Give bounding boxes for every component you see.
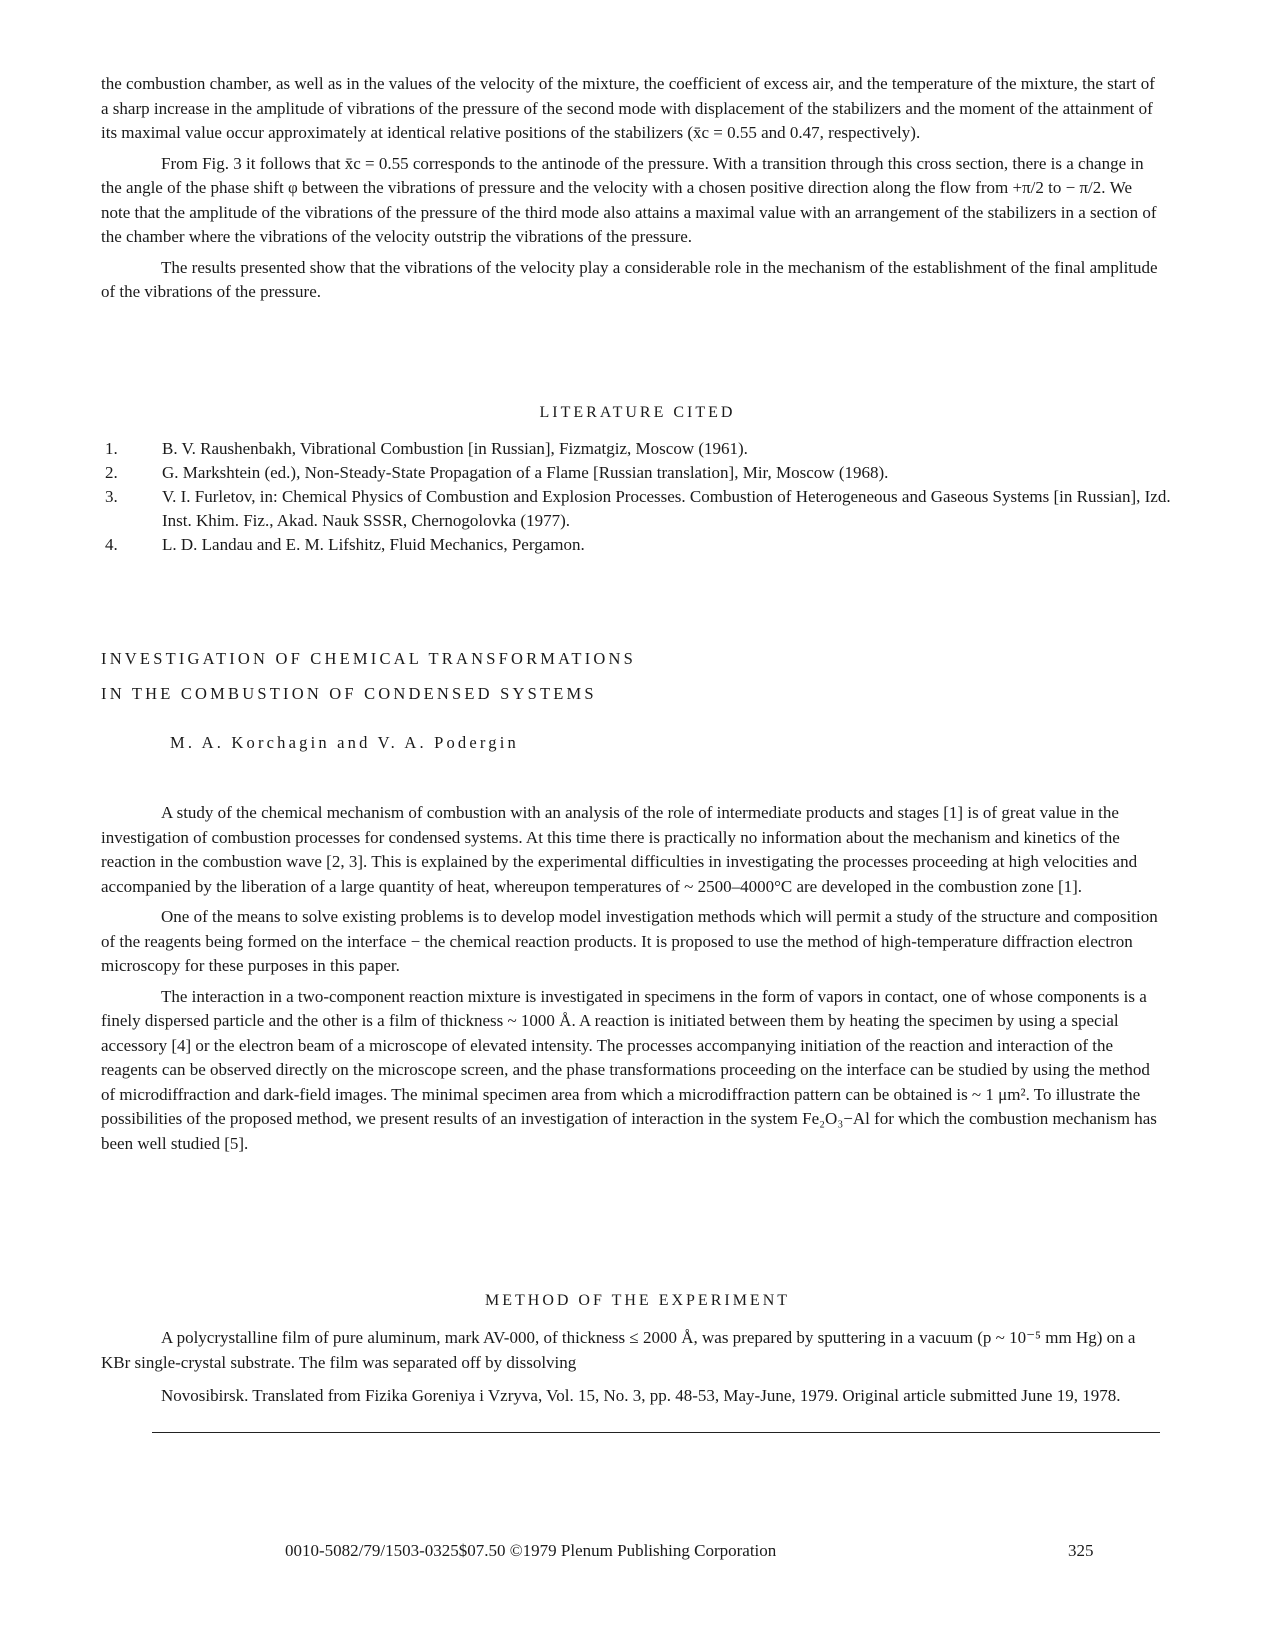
reference-text: G. Markshtein (ed.), Non-Steady-State Propagation of a Flame [Russian translation], Mir, Moscow (1968). [162, 463, 889, 482]
paragraph-conclusion: The results presented show that the vibrations of the velocity play a considerable role in the mechanism of the establishment of the final amplitude of the vibrations of the pressure. [101, 257, 1158, 301]
page-number: 325 [1068, 1541, 1094, 1560]
paragraph-method: A polycrystalline film of pure aluminum, mark AV-000, of thickness ≤ 2000 Å, was prepared by sputtering in a vacuum (p ~ 10⁻⁵ mm Hg) on a KBr single-crystal substrate. The film was separated off by dissolving [101, 1328, 1136, 1372]
reference-text: B. V. Raushenbakh, Vibrational Combustion [in Russian], Fizmatgiz, Moscow (1961). [162, 439, 748, 458]
reference-number: 2. [105, 463, 118, 482]
footnote-text: Novosibirsk. Translated from Fizika Goreniya i Vzryva, Vol. 15, No. 3, pp. 48-53, May-June, 1979. Original article submitted June 19, 1978. [161, 1386, 1121, 1405]
paragraph-methods-proposal: One of the means to solve existing problems is to develop model investigation methods which will permit a study of the structure and composition of the reagents being formed on the interface − the chemical reaction products. It is proposed to use the method of high-temperature diffraction electron microscopy for these purposes in this paper. [101, 907, 1158, 975]
reference-item [101, 533, 1171, 557]
reference-item [101, 485, 1171, 533]
footnote [101, 1384, 1161, 1408]
reference-item [101, 437, 1171, 461]
paragraph-intro: A study of the chemical mechanism of combustion with an analysis of the role of intermediate products and stages [1] is of great value in the investigation of combustion processes for condensed systems. At this time there is practically no information about the mechanism and kinetics of the reaction in the combustion wave [2, 3]. This is explained by the experimental difficulties in investigating the processes proceeding at high velocities and accompanied by the liberation of a large quantity of heat, whereupon temperatures of ~ 2500–4000°C are developed in the combustion zone [1]. [101, 803, 1138, 896]
article-authors: M. A. Korchagin and V. A. Podergin [170, 733, 519, 752]
paragraph-continuation: the combustion chamber, as well as in the values of the velocity of the mixture, the coefficient of excess air, and the temperature of the mixture, the start of a sharp increase in the amplitude of vibrations of the pressure of the second mode with displacement of the stabilizers and the moment of the attainment of its maximal value occur approximately at identical relative positions of the stabilizers (x̄c = 0.55 and 0.47, respectively). [101, 74, 1155, 142]
continued-text [101, 72, 1161, 305]
literature-heading: LITERATURE CITED [539, 404, 736, 421]
method-body [101, 1326, 1161, 1375]
article-title-line-1: INVESTIGATION OF CHEMICAL TRANSFORMATIONS [101, 649, 637, 668]
reference-number: 3. [105, 487, 118, 506]
reference-list [101, 437, 1171, 557]
reference-number: 4. [105, 535, 118, 554]
article-title-line-2: IN THE COMBUSTION OF CONDENSED SYSTEMS [101, 684, 597, 703]
reference-item [101, 461, 1171, 485]
footnote-divider [152, 1432, 1160, 1433]
copyright-line: 0010-5082/79/1503-0325$07.50 ©1979 Plenum Publishing Corporation [285, 1541, 777, 1560]
reference-text: V. I. Furletov, in: Chemical Physics of Combustion and Explosion Processes. Combustion of Heterogeneous and Gaseous Systems [in Russian], Izd. Inst. Khim. Fiz., Akad. Nauk SSSR, Chernogolovka (1977). [162, 487, 1171, 530]
paragraph-interaction: The interaction in a two-component reaction mixture is investigated in specimens in the form of vapors in contact, one of whose components is a finely dispersed particle and the other is a film of thickness ~ 1000 Å. A reaction is initiated between them by heating the specimen by using a special accessory [4] or the electron beam of a microscope of elevated intensity. The processes accompanying initiation of the reaction and interaction of the reagents can be observed directly on the microscope screen, and the phase transformations proceeding on the interface can be studied by using the method of microdiffraction and dark-field images. The minimal specimen area from which a microdiffraction pattern can be obtained is ~ 1 μm². To illustrate the possibilities of the proposed method, we present results of an investigation of interaction in the system Fe₂O₃−Al for which the combustion mechanism has been well studied [5]. [101, 986, 1157, 1153]
reference-text: L. D. Landau and E. M. Lifshitz, Fluid Mechanics, Pergamon. [162, 535, 585, 554]
article-body [101, 801, 1161, 1156]
reference-number: 1. [105, 439, 118, 458]
method-heading: METHOD OF THE EXPERIMENT [484, 1292, 791, 1309]
paragraph-fig3: From Fig. 3 it follows that x̄c = 0.55 corresponds to the antinode of the pressure. With a transition through this cross section, there is a change in the angle of the phase shift φ between the vibrations of pressure and the velocity with a chosen positive direction along the flow from +π/2 to − π/2. We note that the amplitude of the vibrations of the pressure of the third mode also attains a maximal value with an arrangement of the stabilizers in a section of the chamber where the vibrations of the velocity outstrip the vibrations of the pressure. [101, 153, 1157, 246]
